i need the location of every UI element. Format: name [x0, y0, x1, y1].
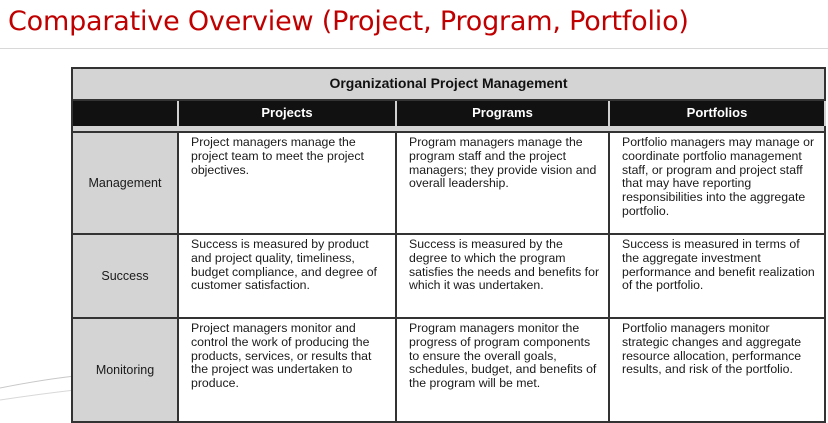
slide-title: Comparative Overview (Project, Program, Portfolio): [8, 6, 689, 37]
column-header-projects: Projects: [178, 100, 396, 126]
opm-comparison-table: [71, 67, 826, 423]
table-row: [72, 234, 825, 318]
table-row: [72, 318, 825, 422]
row-label-management: Management: [72, 132, 178, 234]
cell-management-programs: Program managers manage the program staff and the project managers; they provide vision and overall leadership.: [396, 132, 609, 234]
cell-monitoring-portfolios: Portfolio managers monitor strategic changes and aggregate resource allocation, performance results, and risk of the portfolio.: [609, 318, 825, 422]
cell-monitoring-programs: Program managers monitor the progress of program components to ensure the overall goals, schedules, budget, and benefits of the program will be met.: [396, 318, 609, 422]
cell-management-projects: Project managers manage the project team to meet the project objectives.: [178, 132, 396, 234]
table-title: Organizational Project Management: [72, 68, 825, 100]
header-corner: [72, 100, 178, 126]
row-label-success: Success: [72, 234, 178, 318]
decorative-divider: [0, 48, 828, 49]
column-header-programs: Programs: [396, 100, 609, 126]
cell-success-projects: Success is measured by product and project quality, timeliness, budget compliance, and degree of customer satisfaction.: [178, 234, 396, 318]
cell-success-portfolios: Success is measured in terms of the aggregate investment performance and benefit realization of the portfolio.: [609, 234, 825, 318]
row-label-monitoring: Monitoring: [72, 318, 178, 422]
column-header-portfolios: Portfolios: [609, 100, 825, 126]
cell-success-programs: Success is measured by the degree to which the program satisfies the needs and benefits for which it was undertaken.: [396, 234, 609, 318]
table-row: [72, 132, 825, 234]
cell-monitoring-projects: Project managers monitor and control the work of producing the products, services, or results that the project was undertaken to produce.: [178, 318, 396, 422]
cell-management-portfolios: Portfolio managers may manage or coordinate portfolio management staff, or program and project staff that may have reporting responsibilities into the aggregate portfolio.: [609, 132, 825, 234]
